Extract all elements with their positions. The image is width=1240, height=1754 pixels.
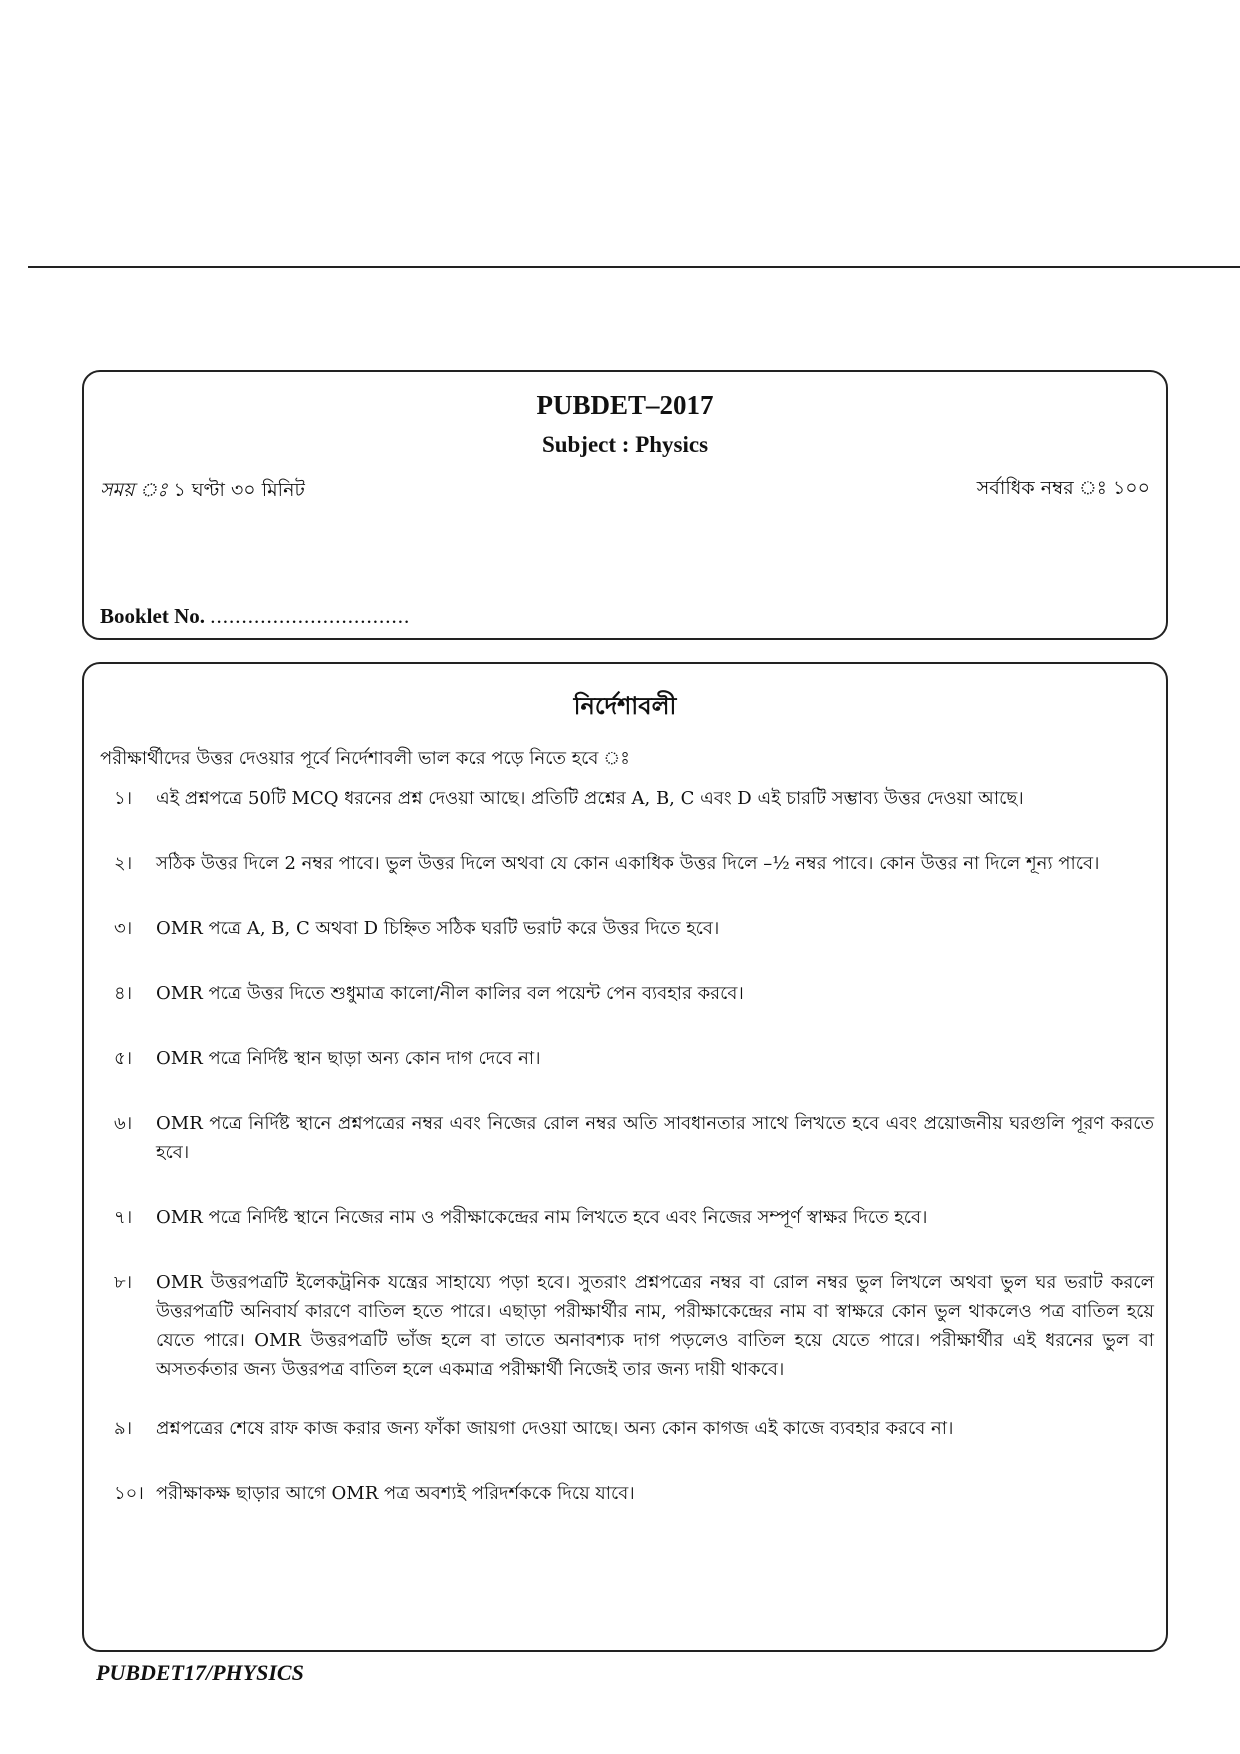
instruction-number: ৮। — [114, 1272, 133, 1293]
time-info — [100, 476, 305, 508]
instruction-item — [114, 979, 1154, 1008]
instruction-item — [114, 914, 1154, 943]
instruction-item — [114, 1414, 1154, 1443]
exam-title: PUBDET–2017 — [536, 390, 714, 420]
instruction-number: ১। — [114, 788, 133, 809]
instruction-number: ২। — [114, 853, 133, 874]
instructions-title: নির্দেশাবলী — [573, 691, 677, 720]
instruction-text: OMR উত্তরপত্রটি ইলেকট্রনিক যন্ত্রের সাহায্যে পড়া হবে। সুতরাং প্রশ্নপত্রের নম্বর বা রোল নম্বর ভুল লিখলে অথবা ভুল ঘর ভরাট করলে উত্তরপত্রটি অনিবার্য কারণে বাতিল হতে পারে। এছাড়া পরীক্ষার্থীর নাম, পরীক্ষাকেন্দ্রের নাম বা স্বাক্ষরে কোন ভুল থাকলেও পত্র বাতিল হয়ে যেতে পারে। OMR উত্তরপত্রটি ভাঁজ হলে বা তাতে অনাবশ্যক দাগ পড়লেও বাতিল হয়ে যেতে পারে। পরীক্ষার্থীর এই ধরনের ভুল বা অসতর্কতার জন্য উত্তরপত্র বাতিল হলে একমাত্র পরীক্ষার্থী নিজেই তার জন্য দায়ী থাকবে। — [156, 1272, 1154, 1380]
time-value: ১ ঘণ্টা ৩০ মিনিট — [173, 479, 305, 501]
instructions-list — [114, 784, 1154, 1544]
subject-line: Subject : Physics — [541, 432, 709, 457]
footer-paper-code: PUBDET17/PHYSICS — [96, 1660, 304, 1685]
booklet-number-line — [100, 604, 410, 629]
instruction-item — [114, 1044, 1154, 1073]
booklet-label: Booklet No. — [100, 604, 205, 628]
instruction-number: ৫। — [114, 1048, 133, 1069]
instruction-number: ৯। — [114, 1418, 133, 1439]
max-marks: সর্বাধিক নম্বর ঃ ১০০ — [976, 477, 1150, 499]
instruction-item — [114, 1109, 1154, 1167]
exam-header-box — [82, 370, 1168, 640]
instruction-number: ৩। — [114, 918, 133, 939]
time-label: সময় ঃ — [100, 479, 168, 501]
instruction-text: OMR পত্রে নির্দিষ্ট স্থানে প্রশ্নপত্রের নম্বর এবং নিজের রোল নম্বর অতি সাবধানতার সাথে লিখতে হবে এবং প্রয়োজনীয় ঘরগুলি পূরণ করতে হবে। — [156, 1113, 1154, 1163]
instruction-item — [114, 1203, 1154, 1232]
instructions-box — [82, 662, 1168, 1652]
instruction-number: ৭। — [114, 1207, 133, 1228]
booklet-number-blank: ................................ — [210, 604, 411, 628]
instruction-text: OMR পত্রে A, B, C অথবা D চিহ্নিত সঠিক ঘরটি ভরাট করে উত্তর দিতে হবে। — [156, 918, 720, 939]
instruction-item — [114, 1268, 1154, 1384]
top-rule-divider — [28, 266, 1240, 268]
instruction-number: ১০। — [114, 1483, 144, 1504]
instruction-text: সঠিক উত্তর দিলে 2 নম্বর পাবে। ভুল উত্তর দিলে অথবা যে কোন একাধিক উত্তর দিলে –½ নম্বর পাবে। কোন উত্তর না দিলে শূন্য পাবে। — [156, 853, 1100, 874]
instruction-text: এই প্রশ্নপত্রে 50টি MCQ ধরনের প্রশ্ন দেওয়া আছে। প্রতিটি প্রশ্নের A, B, C এবং D এই চারটি সম্ভাব্য উত্তর দেওয়া আছে। — [156, 788, 1024, 809]
instruction-text: OMR পত্রে নির্দিষ্ট স্থানে নিজের নাম ও পরীক্ষাকেন্দ্রের নাম লিখতে হবে এবং নিজের সম্পূর্ণ স্বাক্ষর দিতে হবে। — [156, 1207, 928, 1228]
instruction-text: পরীক্ষাকক্ষ ছাড়ার আগে OMR পত্র অবশ্যই পরিদর্শককে দিয়ে যাবে। — [156, 1483, 635, 1504]
instruction-item — [114, 1479, 1154, 1508]
instruction-text: প্রশ্নপত্রের শেষে রাফ কাজ করার জন্য ফাঁকা জায়গা দেওয়া আছে। অন্য কোন কাগজ এই কাজে ব্যবহার করবে না। — [156, 1418, 954, 1439]
instruction-text: OMR পত্রে উত্তর দিতে শুধুমাত্র কালো/নীল কালির বল পয়েন্ট পেন ব্যবহার করবে। — [156, 983, 744, 1004]
instruction-number: ৬। — [114, 1113, 133, 1134]
instruction-item — [114, 784, 1154, 813]
instruction-item — [114, 849, 1154, 878]
instruction-number: ৪। — [114, 983, 133, 1004]
instructions-intro: পরীক্ষার্থীদের উত্তর দেওয়ার পূর্বে নির্দেশাবলী ভাল করে পড়ে নিতে হবে ঃ — [100, 748, 630, 769]
instruction-text: OMR পত্রে নির্দিষ্ট স্থান ছাড়া অন্য কোন দাগ দেবে না। — [156, 1048, 541, 1069]
